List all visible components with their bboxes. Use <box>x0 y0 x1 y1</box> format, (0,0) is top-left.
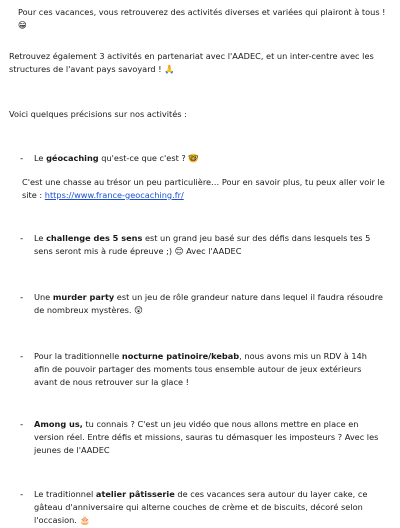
activity-pre: Pour la traditionnelle <box>34 351 122 361</box>
bullet-dash: - <box>20 293 24 303</box>
activity-post: tu connais ? C'est un jeu vidéo que nous allons mettre en place en version réel. Entre défis et missions, sauras tu démasquer les imposteurs ? Avec les jeunes de l'AADEC <box>34 419 379 455</box>
activity-partner: Avec l'AADEC <box>183 246 242 256</box>
bullet-dash: - <box>20 154 24 164</box>
bullet-dash: - <box>20 234 24 244</box>
intro-line-3 <box>9 108 389 121</box>
geocaching-site-link[interactable]: https://www.france-geocaching.fr/ <box>44 190 184 200</box>
cake-emoji-icon: 🎂 <box>79 516 91 526</box>
activity-geocaching-detail <box>22 176 392 202</box>
activity-pre: Le <box>34 233 47 243</box>
nerd-emoji-icon: 🤓 <box>188 154 199 164</box>
activity-murder-party <box>34 291 384 318</box>
activity-title: atelier pâtisserie <box>95 489 175 499</box>
activity-title: géocaching <box>46 153 99 163</box>
bullet-dash: - <box>20 490 24 500</box>
grin-emoji-icon: 😁 <box>18 21 27 31</box>
activity-atelier-patisserie <box>34 488 384 528</box>
activity-post: est un jeu de rôle grandeur nature dans lequel il faudra résoudre de nombreux mystères. <box>34 292 383 315</box>
activity-geocaching <box>34 152 384 166</box>
activity-title: Among us, <box>34 419 83 429</box>
activity-post: qu'est-ce que c'est ? <box>98 153 186 163</box>
activity-pre: Une <box>34 292 53 302</box>
astonished-emoji-icon: 😲 <box>134 306 143 316</box>
activity-post: , nous avons mis un RDV à 14h afin de pouvoir partager des moments tous ensemble autour de jeux extérieurs avant de nous retrouver sur la glace ! <box>34 351 367 387</box>
intro-line-2-text: Retrouvez également 3 activités en partenariat avec l'AADEC, et un inter-centre avec les structures de l'avant pays savoyard ! <box>9 51 374 74</box>
activity-nocturne-patinoire <box>34 350 384 389</box>
activity-title: challenge des 5 sens <box>46 233 143 243</box>
activity-post: est un grand jeu basé sur des défis dans lesquels tes 5 sens seront mis à rude épreuve ;) <box>34 233 371 256</box>
intro-line-3-text: Voici quelques précisions sur nos activités : <box>9 109 187 119</box>
bullet-dash: - <box>20 352 24 362</box>
activity-detail-text: C'est une chasse au trésor un peu particulière… Pour en savoir plus, tu peux aller voir le site : <box>22 177 385 200</box>
intro-line-2 <box>9 50 389 77</box>
activity-post: de ces vacances sera autour du layer cake, ce gâteau d'anniversaire qui alterne couches de crème et de biscuits, décoré selon l'occasion. <box>34 489 368 525</box>
intro-line-1-text: Pour ces vacances, vous retrouverez des activités diverses et variées qui plairont à tous ! <box>18 7 386 17</box>
intro-line-1 <box>18 6 393 33</box>
activity-title: nocturne patinoire/kebab <box>121 351 240 361</box>
activity-title: murder party <box>52 292 115 302</box>
activity-pre: Le traditionnel <box>34 489 96 499</box>
activity-among-us <box>34 418 384 457</box>
bullet-dash: - <box>20 420 24 430</box>
smile-emoji-icon: 😊 <box>174 247 184 257</box>
activity-challenge-5-sens <box>34 232 384 259</box>
pray-emoji-icon: 🙏 <box>164 65 175 75</box>
activity-pre: Le <box>34 153 47 163</box>
